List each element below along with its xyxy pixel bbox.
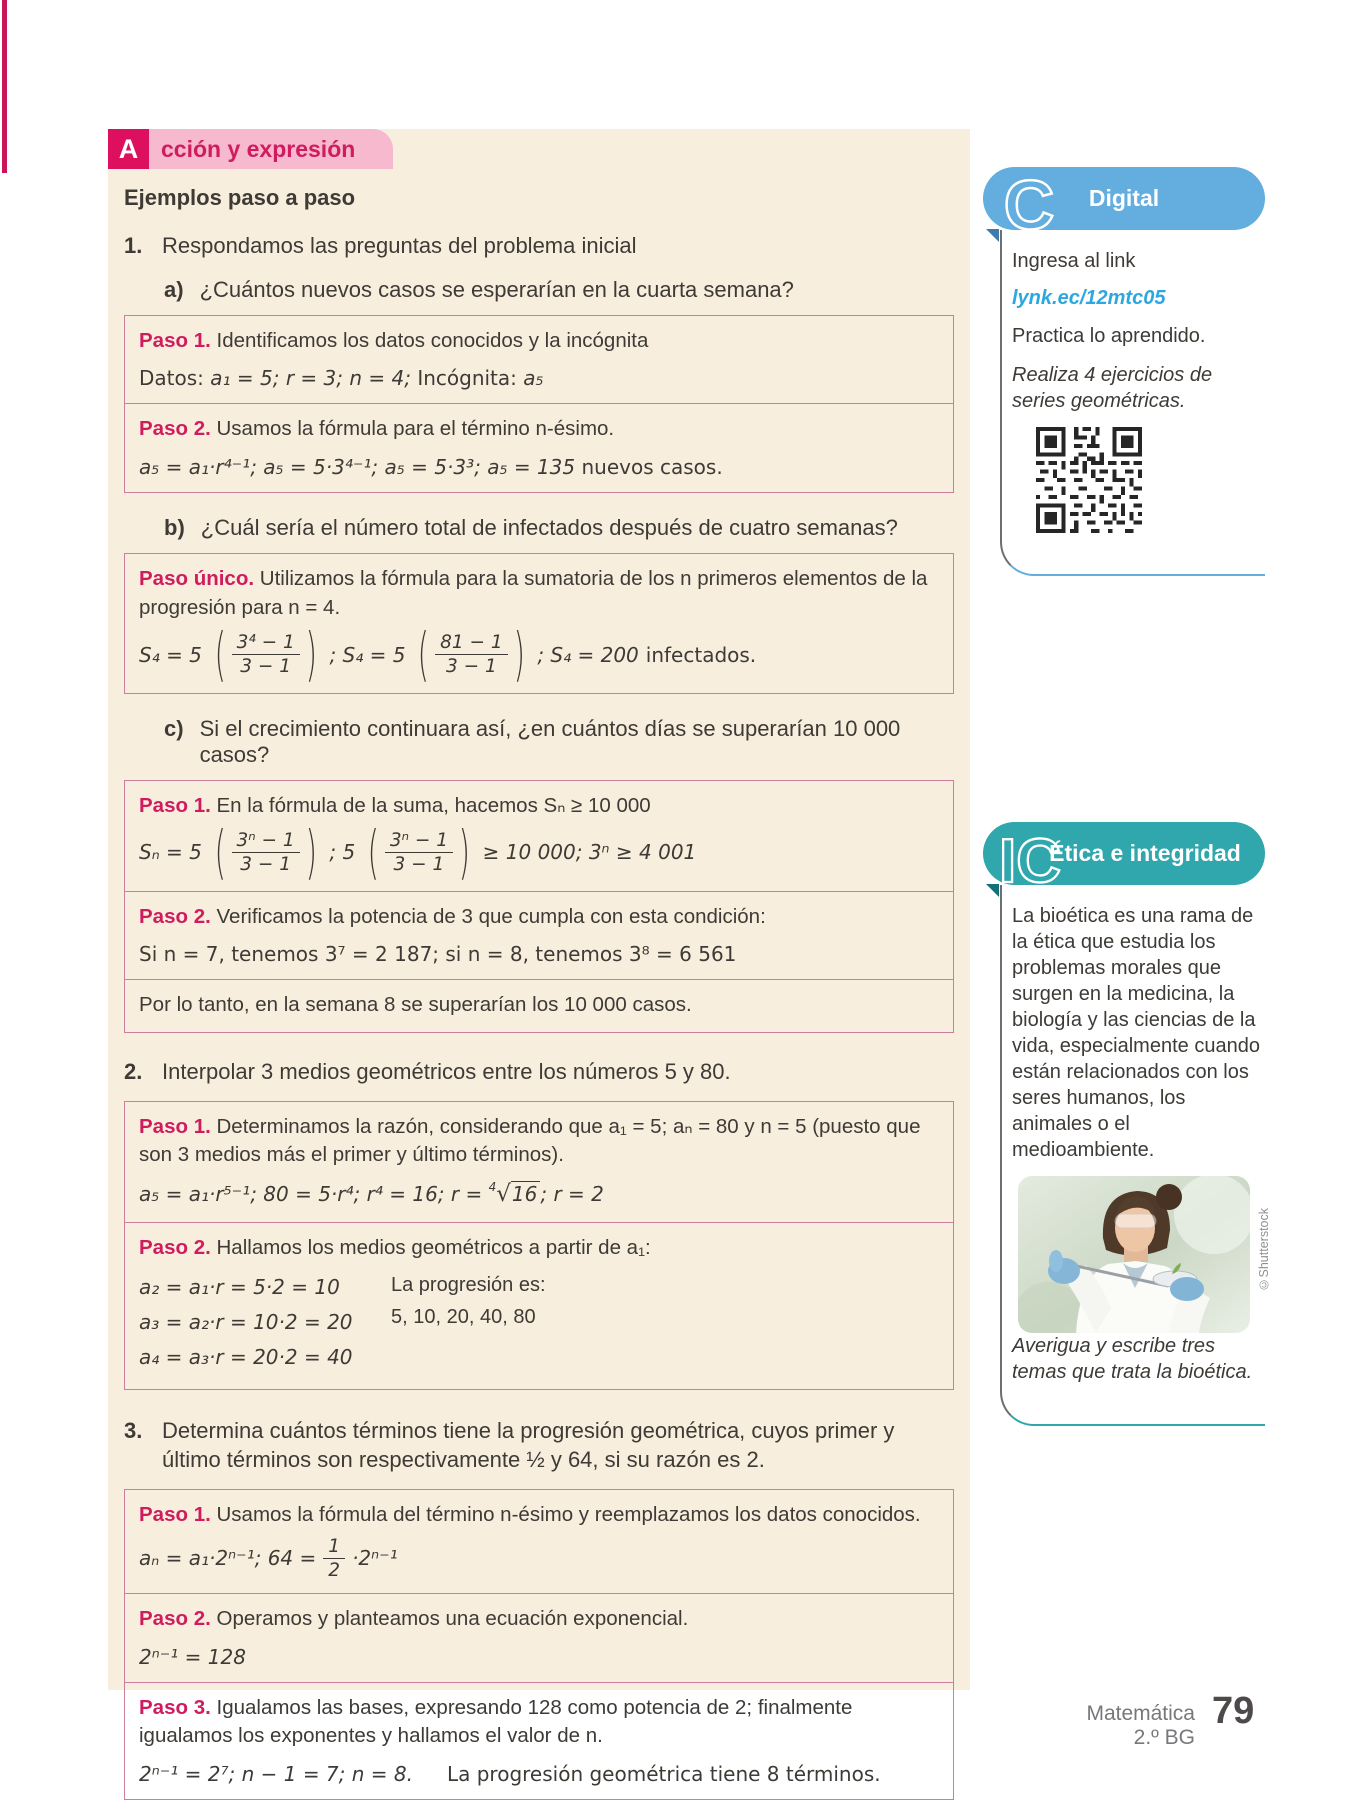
problem-2-number: 2.	[124, 1058, 143, 1084]
step-lead: Usamos la fórmula para el término n-ésimo.	[216, 417, 615, 441]
step-lead: Operamos y planteamos una ecuación exponencial.	[216, 1607, 689, 1631]
header-fold	[986, 229, 999, 242]
question-1b	[164, 515, 954, 541]
fraction-denominator: 3 − 1	[240, 853, 292, 875]
math-text: Datos:	[139, 366, 211, 391]
answer-box-3	[124, 1489, 954, 1800]
digital-line2: Practica lo aprendido.	[1012, 325, 1206, 347]
math-line: a₄ = a₃·r = 20·2 = 40	[139, 1344, 353, 1369]
progression-values: 5, 10, 20, 40, 80	[391, 1305, 536, 1328]
math-text: a₅	[523, 366, 544, 391]
fraction-numerator: 1	[323, 1536, 345, 1559]
fraction-denominator: 3 − 1	[240, 656, 292, 678]
page-number: 79	[1212, 1690, 1255, 1732]
footer-course-info	[950, 1702, 1195, 1750]
footer-level: 2.º BG	[1133, 1726, 1195, 1750]
paso-label: Paso 2.	[139, 417, 211, 441]
step-lead: Utilizamos la fórmula para la sumatoria de los n primeros elementos de la progresión para n = 4.	[139, 567, 928, 619]
section-title: cción y expresión	[149, 129, 393, 169]
math-text: ·2ⁿ⁻¹	[352, 1546, 398, 1571]
conclusion-text: Por lo tanto, en la semana 8 se superarían los 10 000 casos.	[139, 993, 692, 1017]
digital-line3: Realiza 4 ejercicios de series geométricas.	[1012, 364, 1213, 412]
section-tab	[108, 129, 393, 169]
step-lead: En la fórmula de la suma, hacemos Sₙ ≥ 10 000	[216, 793, 651, 817]
math-tail: nuevos casos.	[575, 455, 723, 480]
math-text: Incógnita:	[417, 366, 524, 391]
step-section	[125, 1490, 953, 1593]
step-lead: Determinamos la razón, considerando que a₁ = 5; aₙ = 80 y n = 5 (puesto que son 3 medios más el primer y último términos).	[139, 1114, 921, 1167]
bioethics-photo	[1018, 1176, 1271, 1333]
problem-3	[124, 1416, 954, 1475]
parenthesized-fraction	[209, 628, 323, 680]
math-line: Si n = 7, tenemos 3⁷ = 2 187; si n = 8, tenemos 3⁸ = 6 561	[139, 942, 737, 967]
answer-box-1b	[124, 553, 954, 694]
math-line	[139, 1761, 939, 1787]
fraction-numerator: ( 81 − 1	[435, 632, 508, 655]
scientist-illustration	[1018, 1176, 1250, 1333]
fraction	[232, 830, 300, 876]
etica-title: Ética e integridad	[1049, 840, 1241, 866]
answer-box-1c	[124, 780, 954, 1033]
fraction-numerator: ( 3⁴ − 1	[232, 632, 300, 655]
math-column-right	[391, 1265, 546, 1379]
section-badge: A	[108, 129, 149, 169]
math-text: ≥ 10 000; 3ⁿ ≥ 4 001	[482, 840, 697, 865]
radicand: 16	[511, 1181, 540, 1206]
photo-credit: ©Shutterstock	[1257, 1208, 1271, 1292]
paso-label: Paso 3.	[139, 1695, 211, 1719]
two-column-math	[139, 1265, 939, 1379]
step-section	[125, 781, 953, 891]
paso-label: Paso 1.	[139, 1114, 211, 1138]
problem-1-number: 1.	[124, 233, 143, 258]
main-content-panel	[108, 129, 970, 1787]
fraction	[385, 830, 453, 876]
math-text: ; S₄ = 5	[329, 642, 406, 667]
progression-label: La progresión es:	[391, 1273, 546, 1296]
etica-card	[983, 822, 1271, 1426]
step-section	[125, 316, 953, 404]
qr-code-image	[1036, 427, 1142, 533]
digital-title: Digital	[1088, 185, 1160, 211]
problem-1	[124, 231, 954, 261]
answer-box-2	[124, 1101, 954, 1390]
etica-body-text: La bioética es una rama de la ética que estudia los problemas morales que surgen en la medicina, la biología y las ciencias de la vida, especialmente cuando están relacionados con los seres humanos, los animales o el medioambiente.	[1012, 905, 1260, 1161]
math-column-left	[139, 1265, 391, 1379]
root-index: 4	[488, 1179, 497, 1194]
math-text: ; S₄ = 200	[537, 642, 639, 667]
math-text: ; 5	[329, 840, 356, 865]
question-1a-label: a)	[164, 276, 184, 302]
math-text: 2ⁿ⁻¹ = 2⁷; n − 1 = 7; n = 8.	[139, 1762, 413, 1787]
problem-3-text: Determina cuántos términos tiene la progresión geométrica, cuyos primer y último términos son respectivamente ½ y 64, si su razón es 2.	[162, 1417, 895, 1473]
math-formula-row	[139, 628, 939, 680]
question-1c-text: Si el crecimiento continuara así, ¿en cuántos días se superarían 10 000 casos?	[199, 715, 901, 767]
step-section	[125, 1102, 953, 1222]
parenthesized-fraction	[209, 826, 322, 878]
step-section	[125, 554, 953, 693]
step-lead: Usamos la fórmula del término n-ésimo y reemplazamos los datos conocidos.	[216, 1502, 921, 1526]
question-1a	[164, 277, 954, 303]
panel-inner	[108, 129, 970, 1800]
step-lead: Verificamos la potencia de 3 que cumpla con esta condición:	[216, 904, 766, 928]
digital-card-body	[1000, 230, 1265, 576]
digital-card	[983, 167, 1265, 576]
math-formula-row	[139, 1536, 939, 1582]
question-1b-text: ¿Cuál sería el número total de infectados después de cuatro semanas?	[200, 515, 898, 541]
math-text: ; r = 2	[540, 1181, 604, 1206]
conclusion-section	[125, 979, 953, 1032]
paso-label: Paso 1.	[139, 793, 211, 817]
math-line: 2ⁿ⁻¹ = 128	[139, 1644, 246, 1669]
fraction	[435, 632, 508, 678]
examples-subtitle: Ejemplos paso a paso	[124, 185, 356, 210]
math-tail: La progresión geométrica tiene 8 términos.	[446, 1762, 881, 1787]
paso-label: Paso 2.	[139, 1607, 211, 1631]
digital-link[interactable]: lynk.ec/12mtc05	[1012, 287, 1166, 309]
math-line	[139, 1180, 939, 1210]
etica-caption: Averigua y escribe tres temas que trata la bioética.	[1012, 1335, 1253, 1383]
math-text: S₄ = 5	[139, 642, 202, 667]
step-section	[125, 1222, 953, 1389]
math-line	[139, 454, 939, 480]
etica-card-header	[983, 822, 1265, 896]
math-text: a₅ = a₁·r⁴⁻¹; a₅ = 5·3⁴⁻¹; a₅ = 5·3³; a₅ = 135	[139, 455, 576, 480]
fraction-denominator: 2	[328, 1559, 341, 1581]
header-fold	[986, 884, 999, 897]
etica-card-body	[1000, 885, 1271, 1426]
math-line: a₃ = a₂·r = 10·2 = 20	[139, 1309, 353, 1334]
svg-text:IC: IC	[999, 827, 1061, 896]
problem-3-number: 3.	[124, 1417, 143, 1443]
step-section	[125, 1593, 953, 1682]
step-lead: Igualamos las bases, expresando 128 como potencia de 2; finalmente igualamos los exponentes y hallamos el valor de n.	[139, 1695, 853, 1748]
problem-1-text: Respondamos las preguntas del problema inicial	[162, 233, 637, 258]
math-text: Sₙ = 5	[139, 840, 202, 865]
math-text: a₅ = a₁·r⁵⁻¹; 80 = 5·r⁴; r⁴ = 16; r =	[139, 1181, 489, 1206]
answer-box-1a	[124, 315, 954, 493]
step-section	[125, 403, 953, 492]
math-text: aₙ = a₁·2ⁿ⁻¹; 64 =	[139, 1546, 317, 1571]
radical-sign: √	[496, 1180, 511, 1207]
svg-text:C: C	[1003, 167, 1055, 243]
question-1c	[164, 716, 954, 768]
fraction-numerator: ( 3ⁿ − 1	[232, 830, 300, 853]
step-lead: Hallamos los medios geométricos a partir de a₁:	[216, 1235, 651, 1259]
page-edge-accent-bar	[2, 0, 7, 173]
question-1b-label: b)	[164, 515, 185, 541]
question-1a-text: ¿Cuántos nuevos casos se esperarían en la cuarta semana?	[199, 276, 794, 302]
parenthesized-fraction	[412, 628, 530, 680]
parenthesized-fraction	[362, 826, 475, 878]
problem-2	[124, 1057, 954, 1087]
paso-label: Paso 1.	[139, 1502, 211, 1526]
fraction-denominator: 3 − 1	[393, 853, 445, 875]
footer-course: Matemática	[1086, 1702, 1195, 1725]
digital-card-header	[983, 167, 1265, 243]
paso-label: Paso único.	[139, 567, 255, 591]
fraction	[323, 1536, 345, 1582]
math-tail: infectados.	[645, 642, 757, 667]
paso-label: Paso 1.	[139, 328, 211, 352]
math-line: a₂ = a₁·r = 5·2 = 10	[139, 1274, 340, 1299]
math-line	[139, 365, 939, 391]
math-formula-row	[139, 826, 939, 878]
step-section	[125, 1682, 953, 1799]
fraction-denominator: 3 − 1	[445, 656, 497, 678]
radical-expression	[488, 1179, 541, 1207]
fraction	[232, 632, 300, 678]
paso-label: Paso 2.	[139, 1235, 211, 1259]
problem-2-text: Interpolar 3 medios geométricos entre los números 5 y 80.	[162, 1058, 731, 1084]
step-lead: Identificamos los datos conocidos y la incógnita	[216, 328, 649, 352]
fraction-numerator: ( 3ⁿ − 1	[385, 830, 453, 853]
paso-label: Paso 2.	[139, 904, 211, 928]
question-1c-label: c)	[164, 715, 184, 741]
digital-line1: Ingresa al link	[1012, 250, 1136, 272]
step-section	[125, 891, 953, 980]
math-text: a₁ = 5; r = 3; n = 4;	[210, 366, 418, 391]
